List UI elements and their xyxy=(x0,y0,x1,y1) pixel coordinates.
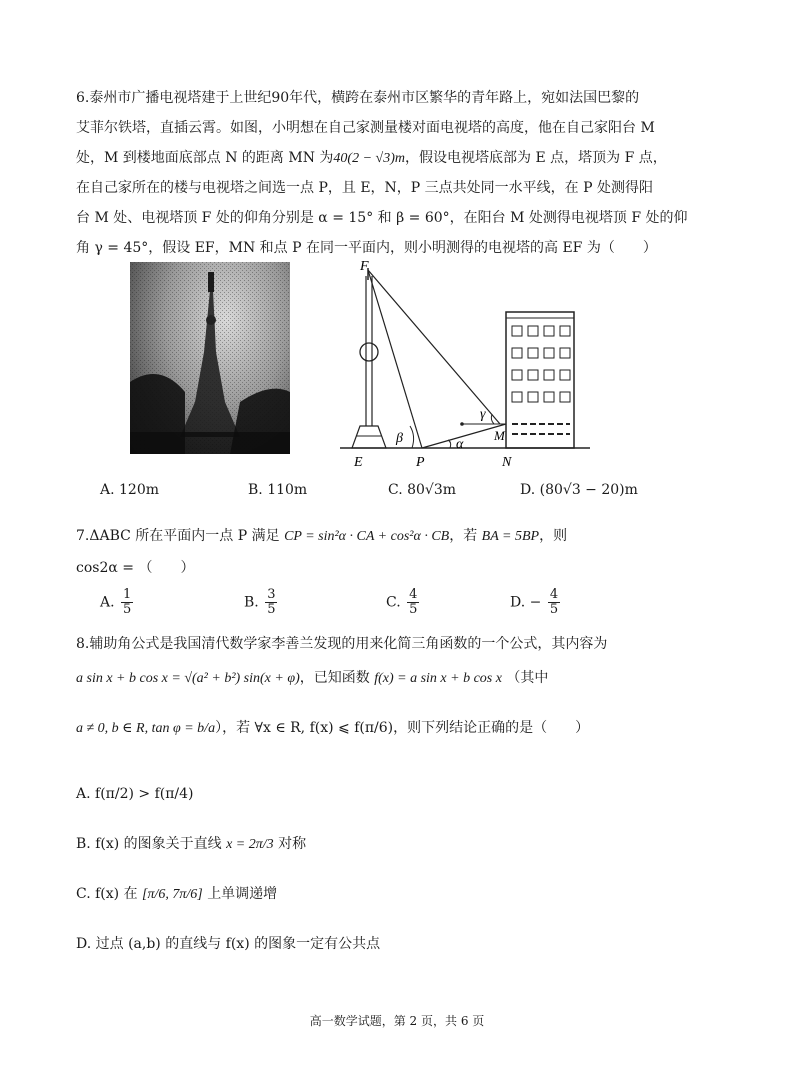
q7-vector-condition: BA = 5BP xyxy=(481,529,540,544)
q7-line-1a: 7.ΔABC 所在平面内一点 P 满足 xyxy=(76,528,280,544)
q8-function-def: f(x) = a sin x + b cos x xyxy=(374,671,502,686)
q8-option-c xyxy=(76,884,277,905)
q8-line-1: 8.辅助角公式是我国清代数学家李善兰发现的用来化简三角函数的一个公式，其内容为 xyxy=(76,636,608,652)
q6-line-2: 艾菲尔铁塔，直插云霄。如图，小明想在自己家测量楼对面电视塔的高度，他在自己家阳台 M xyxy=(76,120,655,136)
label-E: E xyxy=(354,455,363,470)
label-beta: β xyxy=(396,431,403,446)
q7-option-d xyxy=(510,588,562,617)
q8-option-d: D. 过点 (a,b) 的直线与 f(x) 的图象一定有公共点 xyxy=(76,936,381,952)
page-footer: 高一数学试题，第 2 页，共 6 页 xyxy=(309,1014,485,1028)
q7-option-c xyxy=(386,588,421,617)
q8-line-2 xyxy=(76,668,548,689)
q7-option-d-sign: − xyxy=(529,594,542,611)
tv-tower-photo xyxy=(130,262,290,454)
q7-option-c-den: 5 xyxy=(409,602,418,617)
q8-condition: a ≠ 0, b ∈ R, tan φ = b/a xyxy=(76,721,216,736)
q8-option-c-c: 上单调递增 xyxy=(207,886,278,902)
q7-option-d-den: 5 xyxy=(549,602,559,617)
q7-option-b-den: 5 xyxy=(267,602,276,617)
q6-mn-expression: 40(2 − √3)m xyxy=(333,151,405,166)
q6-line-3a: 处，M 到楼地面底部点 N 的距离 MN 为 xyxy=(76,150,334,166)
label-N: N xyxy=(502,455,512,470)
q7-option-a-fraction xyxy=(121,588,133,617)
label-gamma: γ xyxy=(480,407,486,422)
q7-option-c-fraction xyxy=(407,588,419,617)
q7-option-d-fraction xyxy=(548,588,560,617)
q8-option-c-interval: [π/6, 7π/6] xyxy=(142,887,203,902)
q8-option-a: A. f(π/2) > f(π/4) xyxy=(76,786,194,802)
q7-option-b-num: 3 xyxy=(267,587,276,602)
q7-option-d-num: 4 xyxy=(549,587,559,602)
q6-option-c: C. 80√3m xyxy=(388,482,457,498)
q7-option-d-letter: D. xyxy=(510,594,526,611)
q7-line-1 xyxy=(76,526,567,547)
q8-line-2-text: ，已知函数 xyxy=(299,670,370,686)
q8-auxiliary-formula: a sin x + b cos x = √(a² + b²) sin(x + φ) xyxy=(76,671,300,686)
q7-option-c-letter: C. xyxy=(386,594,401,611)
q7-option-b-fraction xyxy=(265,588,277,617)
q7-option-a xyxy=(100,588,135,617)
q6-line-1: 6.泰州市广播电视塔建于上世纪90年代，横跨在泰州市区繁华的青年路上，宛如法国巴黎的 xyxy=(76,90,640,106)
q6-line-5: 台 M 处、电视塔顶 F 处的仰角分别是 α = 15° 和 β = 60°，在阳台 M 处测得电视塔顶 F 处的仰 xyxy=(76,210,688,226)
q6-line-3b: ，假设电视塔底部为 E 点，塔顶为 F 点， xyxy=(405,150,667,166)
q8-line-3-text: ），若 ∀x ∈ R, f(x) ⩽ f(π/6)，则下列结论正确的是（ ） xyxy=(215,720,590,736)
q8-option-c-a: C. f(x) 在 xyxy=(76,886,138,902)
q7-option-b-letter: B. xyxy=(244,594,259,611)
q6-option-d: D. (80√3 − 20)m xyxy=(520,482,638,498)
tower-geometry-figure xyxy=(330,256,600,474)
q7-option-a-den: 5 xyxy=(123,602,132,617)
label-M: M xyxy=(494,428,505,443)
q7-option-a-num: 1 xyxy=(123,587,132,602)
q7-option-c-num: 4 xyxy=(409,587,418,602)
q6-line-6: 角 γ = 45°，假设 EF，MN 和点 P 在同一平面内，则小明测得的电视塔的高 EF 为（ ） xyxy=(76,240,657,256)
q7-line-1c: ，则 xyxy=(539,528,568,544)
q7-vector-expression: CP = sin²α · CA + cos²α · CB xyxy=(284,529,450,544)
q6-option-b: B. 110m xyxy=(248,482,308,498)
q7-option-b xyxy=(244,588,279,617)
q6-line-4: 在自己家所在的楼与电视塔之间选一点 P，且 E，N，P 三点共处同一水平线，在 P 处测得阳 xyxy=(76,180,653,196)
q8-option-b-line: x = 2π/3 xyxy=(226,837,274,852)
q7-line-2: cos2α = （ ） xyxy=(76,560,195,576)
q8-option-b xyxy=(76,834,306,855)
q8-option-b-a: B. f(x) 的图象关于直线 xyxy=(76,836,222,852)
q8-line-3 xyxy=(76,718,589,739)
label-alpha: α xyxy=(456,437,464,452)
q7-option-a-letter: A. xyxy=(100,594,115,611)
label-P: P xyxy=(416,455,425,470)
q6-line-3 xyxy=(76,148,667,169)
q8-line-2-tail: （其中 xyxy=(506,670,549,686)
q6-option-a: A. 120m xyxy=(100,482,160,498)
label-F: F xyxy=(360,259,369,274)
q7-line-1b: ，若 xyxy=(449,528,478,544)
q8-option-b-c: 对称 xyxy=(278,836,307,852)
